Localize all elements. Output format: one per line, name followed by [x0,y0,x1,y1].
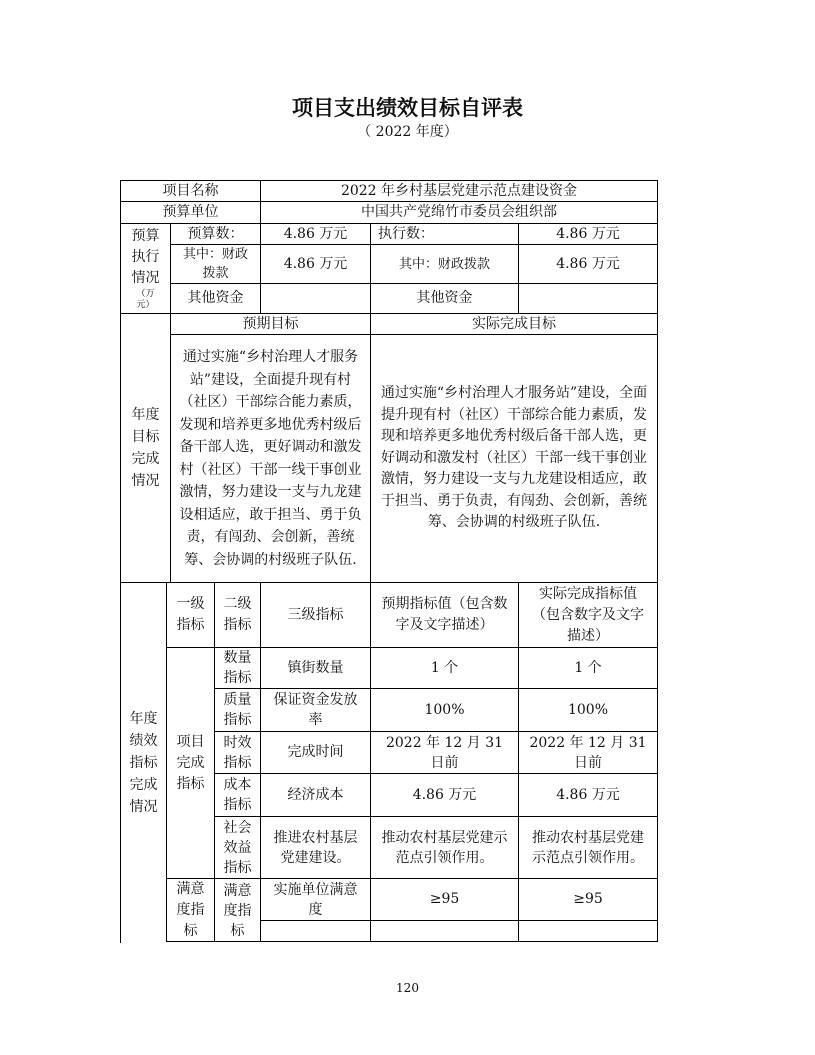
actual-goal-text [371,335,657,582]
table-row-actual: ≥95 [573,891,603,907]
indicators-section-label-text: 年度绩效指标完成情况 [129,710,158,815]
project-name-value: 2022 年乡村基层党建示范点建设资金 [340,182,578,199]
table-row-level2 [215,879,260,942]
table-row-level3 [261,879,370,920]
col-actual-text: 实际完成指标值（包含数字及文字描述） [532,585,644,644]
budget-unit-note: （万元） [136,289,155,310]
exec-fiscal-value: 4.86 万元 [556,255,620,272]
goals-section-label [121,314,170,582]
row-level3-text: 保证资金发放率 [273,692,358,728]
col-actual-header [519,583,657,647]
table-row-expected: 100% [424,701,465,718]
table-row-level3 [261,689,370,731]
actual-goal-paragraph: 通过实施“乡村治理人才服务站”建设，全面提升现有村（社区）干部综合能力素质，发现和培养更多地优秀村级后备干部人选，更好调动和激发村（社区）干部一线干事创业激情，努力建设一支与九龙建设相适应，敢于担当、勇于负责，有闯劲、会创新，善统筹、会协调的村级班子队伍. [380,385,648,531]
row-actual-text: 推动农村基层党建示范点引领作用。 [532,829,644,866]
grid-line [260,920,658,921]
row-level2-text: 社会效益指标 [223,819,252,876]
row-level2-text: 满意度指标 [223,882,252,939]
row-level2-text: 数量指标 [223,650,252,686]
row-level2-text: 质量指标 [223,692,252,728]
table-row-expected [371,817,518,878]
row-level2-text: 时效指标 [223,734,252,771]
table-row-level3: 完成时间 [287,744,344,760]
other-value [261,284,370,313]
table-row-level2 [215,817,260,878]
col-expected-header [371,583,518,647]
table-row-actual: 100% [567,701,609,718]
exec-label: 执行数： [378,225,434,242]
unit-label: 预算单位 [162,204,219,220]
table-row-level2 [215,648,260,688]
group-project-completion [167,648,214,878]
exec-value: 4.86 万元 [556,225,620,242]
table-row-level2 [215,732,260,773]
fiscal-value: 4.86 万元 [283,255,348,272]
fiscal-label-text: 其中：财政拨款 [182,247,248,281]
project-name-label: 项目名称 [162,182,219,199]
fiscal-year: （ 2022 年度） [357,124,458,140]
row-level2-text: 成本指标 [223,777,252,813]
budget-section-label: 预算执行情况 [131,228,160,286]
row-level3-text: 实施单位满意度 [273,881,358,918]
exec-other-label: 其他资金 [416,290,473,306]
fiscal-label [171,245,260,283]
col-level1-header [167,583,214,647]
table-row-expected [371,732,518,773]
row-expected-text: 推动农村基层党建示范点引领作用。 [381,829,508,866]
table-row-actual [519,732,657,773]
row-level3-text: 推进农村基层党建建设。 [273,829,358,866]
expected-goal-header: 预期目标 [242,315,299,332]
row-actual-text: 2022 年 12 月 31 日前 [529,734,647,771]
page-number: 120 [396,981,419,995]
goals-section-label-text: 年度目标完成情况 [131,407,160,489]
exec-fiscal-label: 其中：财政拨款 [398,256,490,272]
group-satisfaction-text: 满意度指标 [176,881,205,939]
grid-line [657,180,658,942]
actual-goal-header: 实际完成目标 [472,315,556,332]
table-row-actual [519,817,657,878]
table-row-level3: 镇街数量 [287,659,344,676]
group-project-completion-text: 项目完成指标 [176,733,205,792]
col-level1-text: 一级指标 [176,596,205,633]
exec-other-value [519,284,657,313]
col-level3-header: 三级指标 [287,606,344,623]
table-row-expected: ≥95 [429,891,460,907]
table-row-actual: 4.86 万元 [556,786,620,803]
budget-label: 预算数： [187,225,244,242]
budget-value: 4.86 万元 [283,225,348,242]
page-title: 项目支出绩效目标自评表 [292,96,523,120]
table-row-level2 [215,689,260,731]
budget-section [121,224,170,313]
other-label: 其他资金 [187,290,244,306]
col-level2-header [215,583,260,647]
table-row-actual: 1 个 [574,659,602,676]
indicators-section-label [121,583,166,942]
col-level2-text: 二级指标 [223,596,252,633]
col-expected-text: 预期指标值（包含数字及文字描述） [381,596,508,633]
group-satisfaction [167,879,214,942]
table-row-level2 [215,774,260,816]
row-expected-text: 2022 年 12 月 31 日前 [385,734,504,771]
table-row-level3: 经济成本 [287,786,344,803]
table-row-level3 [261,817,370,878]
unit-value: 中国共产党绵竹市委员会组织部 [361,204,557,220]
expected-goal-paragraph: 通过实施“乡村治理人才服务站”建设，全面提升现有村（社区）干部综合能力素质，发现和培养更多地优秀村级后备干部人选，更好调动和激发村（社区）干部一线干事创业激情，努力建设一支与九龙建设相适应，敢于担当、勇于负责，有闯劲、会创新，善统筹、会协调的村级班子队伍. [179,349,362,568]
table-row-expected: 4.86 万元 [412,786,477,803]
expected-goal-text [171,335,370,582]
table-row-expected: 1 个 [430,659,459,676]
